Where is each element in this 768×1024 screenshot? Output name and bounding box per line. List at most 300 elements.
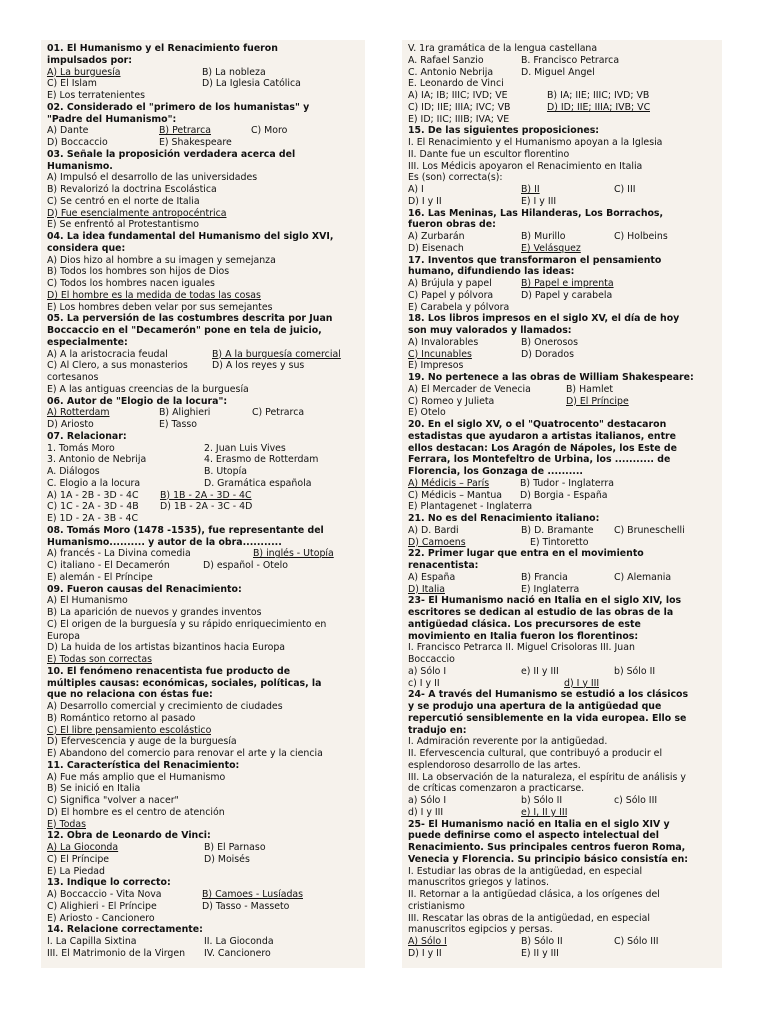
question-line bbox=[47, 243, 361, 255]
text-line bbox=[47, 936, 361, 948]
text-segment: antigüedad clásica. Los precursores de este bbox=[408, 618, 641, 630]
text-segment: B) IA; IIE; IIIC; IVD; VB bbox=[547, 90, 650, 101]
text-segment: repercutió sensiblemente en la vida europea. Ello se bbox=[408, 712, 687, 724]
text-line bbox=[408, 290, 718, 302]
question-line bbox=[408, 125, 718, 137]
text-segment: A) Boccaccio - Vita Nova bbox=[47, 889, 162, 900]
question-line bbox=[408, 713, 718, 725]
text-segment: 06. Autor de "Elogio de la locura": bbox=[47, 395, 228, 407]
text-line bbox=[408, 67, 718, 79]
text-line bbox=[47, 607, 361, 619]
text-segment: son muy valorados y llamados: bbox=[408, 325, 572, 336]
question-line bbox=[408, 595, 718, 607]
left-column bbox=[41, 40, 365, 968]
text-segment: I. El Renacimiento y el Humanismo apoyan a la Iglesia bbox=[408, 137, 663, 148]
text-line bbox=[47, 278, 361, 290]
text-segment: Humanismo.......... y autor de la obra........... bbox=[47, 536, 282, 548]
text-segment: A) D. Bardi bbox=[408, 524, 459, 536]
text-segment: Florencia, los Gonzaga de .......... bbox=[408, 466, 583, 477]
text-segment: C) Significa "volver a nacer" bbox=[47, 795, 179, 806]
text-segment: C) Todos los hombres nacen iguales bbox=[47, 278, 215, 289]
text-segment: escritores se dedican al estudio de las obras de la bbox=[408, 607, 674, 618]
question-line bbox=[408, 631, 718, 643]
question-line bbox=[408, 208, 718, 220]
text-segment: III. Los Médicis apoyaron el Renacimiento en Italia bbox=[408, 160, 643, 172]
text-segment: E) Impresos bbox=[408, 360, 464, 372]
text-segment: D) Boccaccio bbox=[47, 137, 108, 148]
text-segment: E) Carabela y pólvora bbox=[408, 301, 510, 313]
text-line bbox=[47, 889, 361, 901]
question-line bbox=[47, 678, 361, 690]
text-segment: B) Todos los hombres son hijos de Dios bbox=[47, 266, 230, 278]
text-line bbox=[408, 243, 718, 255]
text-line bbox=[47, 736, 361, 748]
answer-option-marked: B) Petrarca bbox=[159, 125, 211, 137]
text-segment: E) La Piedad bbox=[47, 865, 105, 877]
text-line bbox=[408, 736, 718, 748]
text-line bbox=[47, 184, 361, 196]
question-line bbox=[408, 313, 718, 325]
text-segment: II. Dante fue un escultor florentino bbox=[408, 148, 570, 160]
text-line bbox=[408, 231, 718, 243]
text-segment: a) Sólo I bbox=[408, 795, 447, 806]
text-segment: 2. Juan Luis Vives bbox=[204, 442, 286, 454]
question-line bbox=[408, 466, 718, 478]
text-segment: c) I y II bbox=[408, 677, 440, 689]
text-line bbox=[408, 772, 718, 784]
text-line bbox=[47, 372, 361, 384]
text-line bbox=[47, 572, 361, 584]
text-segment: D) A los reyes y sus bbox=[212, 360, 305, 372]
answer-option-marked: B) A la burguesía comercial bbox=[212, 348, 341, 360]
text-segment: 17. Inventos que transformaron el pensamiento bbox=[408, 254, 662, 266]
text-segment: 01. El Humanismo y el Renacimiento fueron bbox=[47, 43, 278, 54]
text-segment: E) 1D - 2A - 3B - 4C bbox=[47, 513, 139, 524]
text-segment: E) Ariosto - Cancionero bbox=[47, 912, 155, 924]
text-segment: a) Sólo I bbox=[408, 665, 447, 677]
text-segment: III. El Matrimonio de la Virgen bbox=[47, 947, 186, 959]
text-segment: b) Sólo II bbox=[521, 795, 563, 806]
text-segment: E) Los hombres deben velar por sus semejantes bbox=[47, 301, 273, 313]
text-line bbox=[47, 642, 361, 654]
text-segment: 14. Relacione correctamente: bbox=[47, 924, 203, 936]
question-line bbox=[47, 114, 361, 126]
text-line bbox=[408, 877, 718, 889]
question-line bbox=[408, 725, 718, 737]
text-segment: manuscritos egipcios y persas. bbox=[408, 924, 553, 936]
question-line bbox=[47, 431, 361, 443]
text-line bbox=[408, 337, 718, 349]
text-line bbox=[47, 866, 361, 878]
text-line bbox=[408, 948, 718, 960]
text-segment: A) 1A - 2B - 3D - 4C bbox=[47, 489, 139, 501]
text-line bbox=[47, 842, 361, 854]
text-line bbox=[47, 654, 361, 666]
text-segment: II. Retornar a la antigüedad clásica, a los orígenes del bbox=[408, 889, 660, 900]
text-segment: 13. Indique lo correcto: bbox=[47, 877, 171, 889]
text-line bbox=[47, 302, 361, 314]
text-segment: ellos destacan: Los Aragón de Nápoles, los Este de bbox=[408, 442, 677, 454]
answer-option-marked: A) La burguesía bbox=[47, 66, 121, 78]
text-segment: e) II y III bbox=[521, 665, 559, 677]
text-segment: A. Rafael Sanzio bbox=[408, 54, 484, 66]
question-line bbox=[47, 689, 361, 701]
question-line bbox=[408, 830, 718, 842]
text-segment: 12. Obra de Leonardo de Vinci: bbox=[47, 830, 211, 842]
question-line bbox=[408, 266, 718, 278]
text-segment: I. Estudiar las obras de la antigüedad, en especial bbox=[408, 865, 643, 877]
text-line bbox=[47, 478, 361, 490]
text-line bbox=[408, 572, 718, 584]
text-segment: D. Gramática española bbox=[204, 477, 312, 489]
answer-option-marked: B) 1B - 2A - 3D - 4C bbox=[160, 489, 252, 501]
text-line bbox=[47, 619, 361, 631]
text-line bbox=[47, 208, 361, 220]
text-segment: "Padre del Humanismo": bbox=[47, 113, 177, 125]
text-line bbox=[408, 795, 718, 807]
text-segment: D) Papel y carabela bbox=[521, 289, 613, 301]
answer-option-marked: B) II bbox=[521, 184, 540, 195]
question-line bbox=[408, 219, 718, 231]
right-column bbox=[402, 40, 722, 968]
text-line bbox=[47, 783, 361, 795]
text-segment: Boccaccio en el "Decamerón" pone en tela de juicio, bbox=[47, 325, 322, 336]
text-segment: b) Sólo II bbox=[614, 665, 656, 677]
text-segment: E) II y III bbox=[521, 947, 559, 959]
text-segment: E) Tintoretto bbox=[530, 536, 589, 548]
answer-option-marked: B) Camoes - Lusíadas bbox=[202, 889, 304, 900]
question-line bbox=[408, 819, 718, 831]
text-segment: impulsados por: bbox=[47, 54, 133, 66]
text-line bbox=[408, 114, 718, 126]
question-line bbox=[47, 43, 361, 55]
text-segment: renacentista: bbox=[408, 560, 479, 571]
text-segment: y se produjo una apertura de la antigüedad que bbox=[408, 701, 662, 712]
text-segment: C) Al Clero, a sus monasterios bbox=[47, 360, 188, 372]
text-line bbox=[47, 631, 361, 643]
text-line bbox=[47, 137, 361, 149]
text-line bbox=[408, 866, 718, 878]
text-line bbox=[47, 78, 361, 90]
text-segment: B) Sólo II bbox=[521, 936, 563, 947]
text-line bbox=[47, 948, 361, 960]
text-segment: E) Los terratenientes bbox=[47, 90, 145, 101]
text-line bbox=[408, 384, 718, 396]
text-segment: A) Desarrollo comercial y crecimiento de ciudades bbox=[47, 701, 283, 712]
text-segment: 11. Característica del Renacimiento: bbox=[47, 759, 240, 771]
text-line bbox=[408, 78, 718, 90]
text-segment: B) Romántico retorno al pasado bbox=[47, 712, 196, 724]
question-line bbox=[408, 372, 718, 384]
text-segment: C) Sólo III bbox=[614, 936, 659, 947]
question-line bbox=[408, 431, 718, 443]
text-segment: B) Alighieri bbox=[159, 407, 211, 419]
answer-option-marked: D) Camoens bbox=[408, 536, 466, 548]
text-segment: D) La huida de los artistas bizantinos hacia Europa bbox=[47, 642, 286, 654]
text-segment: D) Moisés bbox=[204, 853, 250, 865]
answer-option-marked: D) Italia bbox=[408, 583, 445, 595]
text-segment: C) Médicis – Mantua bbox=[408, 489, 503, 501]
text-segment: fueron obras de: bbox=[408, 219, 496, 231]
text-line bbox=[47, 560, 361, 572]
text-segment: 04. La idea fundamental del Humanismo del siglo XVI, bbox=[47, 231, 334, 242]
answer-option-marked: E) Todas bbox=[47, 818, 87, 830]
text-segment: 25- El Humanismo nació en Italia en el siglo XIV y bbox=[408, 818, 670, 830]
text-segment: estadistas que ayudaron a artistas italianos, entre bbox=[408, 430, 677, 442]
text-line bbox=[47, 360, 361, 372]
text-segment: B. Francisco Petrarca bbox=[521, 54, 620, 66]
text-line bbox=[408, 407, 718, 419]
answer-option-marked: A) Médicis – París bbox=[408, 477, 490, 489]
text-line bbox=[408, 161, 718, 173]
text-line bbox=[408, 642, 718, 654]
text-line bbox=[47, 219, 361, 231]
text-segment: C) Holbeins bbox=[614, 231, 668, 242]
text-line bbox=[47, 172, 361, 184]
text-segment: B) Se inició en Italia bbox=[47, 783, 141, 795]
text-line bbox=[47, 67, 361, 79]
text-segment: E) Tasso bbox=[159, 419, 197, 430]
question-line bbox=[47, 55, 361, 67]
text-segment: 05. La perversión de las costumbres descrita por Juan bbox=[47, 313, 333, 325]
question-line bbox=[47, 877, 361, 889]
text-segment: 21. No es del Renacimiento italiano: bbox=[408, 513, 600, 524]
text-segment: cortesanos bbox=[47, 372, 99, 383]
text-segment: IV. Cancionero bbox=[204, 947, 271, 959]
text-line bbox=[408, 149, 718, 161]
text-line bbox=[408, 936, 718, 948]
text-segment: B) Hamlet bbox=[566, 383, 614, 395]
question-line bbox=[408, 325, 718, 337]
text-line bbox=[47, 466, 361, 478]
text-segment: D) El hombre es el centro de atención bbox=[47, 806, 225, 818]
text-segment: 1. Tomás Moro bbox=[47, 442, 115, 454]
text-segment: A) IA; IB; IIIC; IVD; VE bbox=[408, 90, 508, 101]
text-segment: A) Invalorables bbox=[408, 336, 479, 348]
text-segment: puede definirse como el aspecto intelectual del bbox=[408, 830, 659, 842]
answer-option-marked: C) El libre pensamiento escolástico bbox=[47, 724, 212, 736]
text-segment: E) Se enfrentó al Protestantismo bbox=[47, 219, 199, 231]
text-line bbox=[408, 302, 718, 314]
text-segment: C) Alemania bbox=[614, 571, 672, 583]
text-line bbox=[408, 90, 718, 102]
text-line bbox=[47, 513, 361, 525]
text-segment: D) I y II bbox=[408, 947, 442, 959]
text-line bbox=[47, 443, 361, 455]
text-segment: considera que: bbox=[47, 242, 126, 254]
text-segment: C) III bbox=[614, 184, 636, 195]
text-segment: A) Fue más amplio que el Humanismo bbox=[47, 771, 226, 783]
question-line bbox=[47, 584, 361, 596]
text-segment: C) Se centró en el norte de Italia bbox=[47, 195, 200, 207]
text-segment: que no relaciona con éstas fue: bbox=[47, 689, 213, 701]
text-segment: E) A las antiguas creencias de la burguesía bbox=[47, 383, 249, 395]
answer-option-marked: D) ID; IIE; IIIA; IVB; VC bbox=[547, 101, 651, 113]
answer-option-marked: E) Todas son correctas bbox=[47, 654, 152, 665]
text-segment: 07. Relacionar: bbox=[47, 430, 127, 442]
question-line bbox=[47, 760, 361, 772]
text-segment: C) ID; IIE; IIIA; IVC; VB bbox=[408, 101, 511, 113]
question-line bbox=[47, 525, 361, 537]
text-segment: E) ID; IIC; IIIB; IVA; VE bbox=[408, 113, 510, 125]
text-line bbox=[408, 678, 718, 690]
text-segment: 23- El Humanismo nació en Italia en el siglo XIV, los bbox=[408, 595, 682, 607]
text-line bbox=[408, 278, 718, 290]
text-line bbox=[47, 384, 361, 396]
text-segment: A) Dante bbox=[47, 125, 89, 137]
text-line bbox=[408, 490, 718, 502]
question-line bbox=[47, 666, 361, 678]
answer-option-marked: D) El Príncipe bbox=[566, 395, 629, 407]
text-segment: 20. En el siglo XV, o el "Quatrocento" destacaron bbox=[408, 419, 667, 430]
text-segment: manuscritos griegos y latinos. bbox=[408, 877, 549, 889]
text-segment: cristianismo bbox=[408, 900, 465, 912]
text-segment: I. La Capilla Sixtina bbox=[47, 936, 137, 947]
text-segment: 22. Primer lugar que entra en el movimiento bbox=[408, 548, 644, 560]
text-line bbox=[47, 807, 361, 819]
text-segment: tradujo en: bbox=[408, 724, 467, 736]
text-segment: I. Admiración reverente por la antigüedad. bbox=[408, 736, 608, 748]
text-segment: A) El Humanismo bbox=[47, 595, 128, 607]
text-line bbox=[408, 924, 718, 936]
text-line bbox=[47, 196, 361, 208]
text-segment: D) 1B - 2A - 3C - 4D bbox=[160, 501, 253, 513]
text-line bbox=[408, 654, 718, 666]
answer-option-marked: D) El hombre es la medida de todas las cosas bbox=[47, 289, 261, 301]
text-line bbox=[47, 290, 361, 302]
question-line bbox=[408, 454, 718, 466]
text-segment: 3. Antonio de Nebrija bbox=[47, 454, 147, 466]
question-line bbox=[408, 419, 718, 431]
text-segment: A) A la aristocracia feudal bbox=[47, 348, 168, 360]
text-segment: II. Efervescencia cultural, que contribuyó a producir el bbox=[408, 748, 663, 759]
text-line bbox=[47, 701, 361, 713]
text-line bbox=[47, 548, 361, 560]
text-line bbox=[47, 819, 361, 831]
text-line bbox=[47, 725, 361, 737]
text-line bbox=[408, 901, 718, 913]
text-segment: B) El Parnaso bbox=[204, 842, 266, 853]
text-segment: D) Efervescencia y auge de la burguesía bbox=[47, 736, 237, 748]
text-segment: 24- A través del Humanismo se estudió a los clásicos bbox=[408, 689, 689, 701]
text-segment: E) Abandono del comercio para renovar el arte y la ciencia bbox=[47, 748, 323, 759]
text-segment: Es (son) correcta(s): bbox=[408, 172, 503, 184]
text-segment: Ferrara, los Montefeltro de Urbina, los ........... de bbox=[408, 454, 671, 466]
question-line bbox=[408, 854, 718, 866]
text-segment: C) El origen de la burguesía y su rápido enriquecimiento en bbox=[47, 618, 327, 630]
text-line bbox=[408, 396, 718, 408]
question-line bbox=[408, 443, 718, 455]
text-segment: E) Shakespeare bbox=[159, 137, 232, 148]
answer-option-marked: B) Papel e imprenta bbox=[521, 278, 614, 289]
text-segment: C) Papel y pólvora bbox=[408, 289, 494, 301]
text-line bbox=[47, 748, 361, 760]
text-line bbox=[408, 137, 718, 149]
question-line bbox=[47, 161, 361, 173]
text-segment: 4. Erasmo de Rotterdam bbox=[204, 454, 319, 466]
question-line bbox=[47, 537, 361, 549]
question-line bbox=[408, 513, 718, 525]
text-line bbox=[408, 196, 718, 208]
text-segment: 15. De las siguientes proposiciones: bbox=[408, 125, 600, 137]
text-line bbox=[47, 595, 361, 607]
text-segment: E) Otelo bbox=[408, 407, 446, 419]
text-segment: D) Tasso - Masseto bbox=[202, 900, 290, 912]
question-line bbox=[47, 149, 361, 161]
question-line bbox=[408, 548, 718, 560]
text-segment: Humanismo. bbox=[47, 160, 113, 172]
question-line bbox=[47, 102, 361, 114]
text-line bbox=[408, 501, 718, 513]
text-segment: 03. Señale la proposición verdadera acerca del bbox=[47, 148, 296, 160]
text-segment: E) Inglaterra bbox=[521, 583, 580, 595]
text-segment: D) Dorados bbox=[521, 348, 574, 360]
text-segment: D) Borgia - España bbox=[520, 489, 608, 501]
answer-option-marked: B) inglés - Utopía bbox=[253, 548, 334, 560]
text-line bbox=[408, 913, 718, 925]
text-segment: D) español - Otelo bbox=[203, 560, 288, 571]
text-segment: A) Dios hizo al hombre a su imagen y semejanza bbox=[47, 254, 276, 266]
text-line bbox=[408, 349, 718, 361]
text-segment: E) alemán - El Príncipe bbox=[47, 571, 153, 583]
text-segment: 09. Fueron causas del Renacimiento: bbox=[47, 583, 242, 595]
text-segment: B) D. Bramante bbox=[521, 524, 594, 536]
text-segment: d) I y III bbox=[408, 806, 444, 818]
text-segment: C) 1C - 2A - 3D - 4B bbox=[47, 501, 139, 513]
text-segment: 18. Los libros impresos en el siglo XV, el día de hoy bbox=[408, 313, 680, 325]
text-line bbox=[47, 854, 361, 866]
text-segment: A) Impulsó el desarrollo de las universidades bbox=[47, 172, 258, 184]
answer-option-marked: A) La Gioconda bbox=[47, 842, 119, 853]
text-line bbox=[408, 748, 718, 760]
text-line bbox=[408, 102, 718, 114]
text-segment: A) I bbox=[408, 184, 424, 195]
text-segment: B) Onerosos bbox=[521, 336, 579, 348]
question-line bbox=[47, 396, 361, 408]
text-segment: II. La Gioconda bbox=[204, 936, 274, 947]
text-line bbox=[408, 807, 718, 819]
text-segment: 02. Considerado el "primero de los humanistas" y bbox=[47, 101, 310, 113]
text-segment: A) Zurbarán bbox=[408, 231, 465, 242]
text-segment: B. Utopía bbox=[204, 466, 247, 477]
text-segment: B) Murillo bbox=[521, 231, 566, 242]
answer-option-marked: D) Fue esencialmente antropocéntrica bbox=[47, 207, 227, 219]
text-segment: 08. Tomás Moro (1478 -1535), fue representante del bbox=[47, 524, 324, 536]
text-segment: Venecia y Florencia. Su principio básico consistía en: bbox=[408, 853, 689, 865]
text-line bbox=[47, 407, 361, 419]
text-segment: III. La observación de la naturaleza, el espíritu de análisis y bbox=[408, 771, 686, 783]
text-segment: E. Leonardo de Vinci bbox=[408, 78, 504, 90]
text-segment: D) La Iglesia Católica bbox=[202, 78, 301, 90]
answer-option-marked: e) I, II y III bbox=[521, 806, 568, 818]
text-segment: c) Sólo III bbox=[614, 795, 658, 806]
text-segment: C) Moro bbox=[251, 125, 288, 137]
text-line bbox=[408, 537, 718, 549]
question-line bbox=[408, 607, 718, 619]
question-line bbox=[47, 830, 361, 842]
text-segment: C. Elogio a la locura bbox=[47, 477, 141, 489]
text-line bbox=[408, 666, 718, 678]
text-segment: C) Bruneschelli bbox=[614, 524, 685, 536]
text-segment: A) El Mercader de Venecia bbox=[408, 383, 531, 395]
text-line bbox=[408, 55, 718, 67]
text-line bbox=[408, 760, 718, 772]
answer-option-marked: A) Rotterdam bbox=[47, 407, 110, 419]
question-line bbox=[47, 337, 361, 349]
text-segment: D. Miguel Ángel bbox=[521, 66, 595, 78]
answer-option-marked: A) Sólo I bbox=[408, 936, 447, 947]
text-segment: C) Alighieri - El Príncipe bbox=[47, 900, 157, 912]
